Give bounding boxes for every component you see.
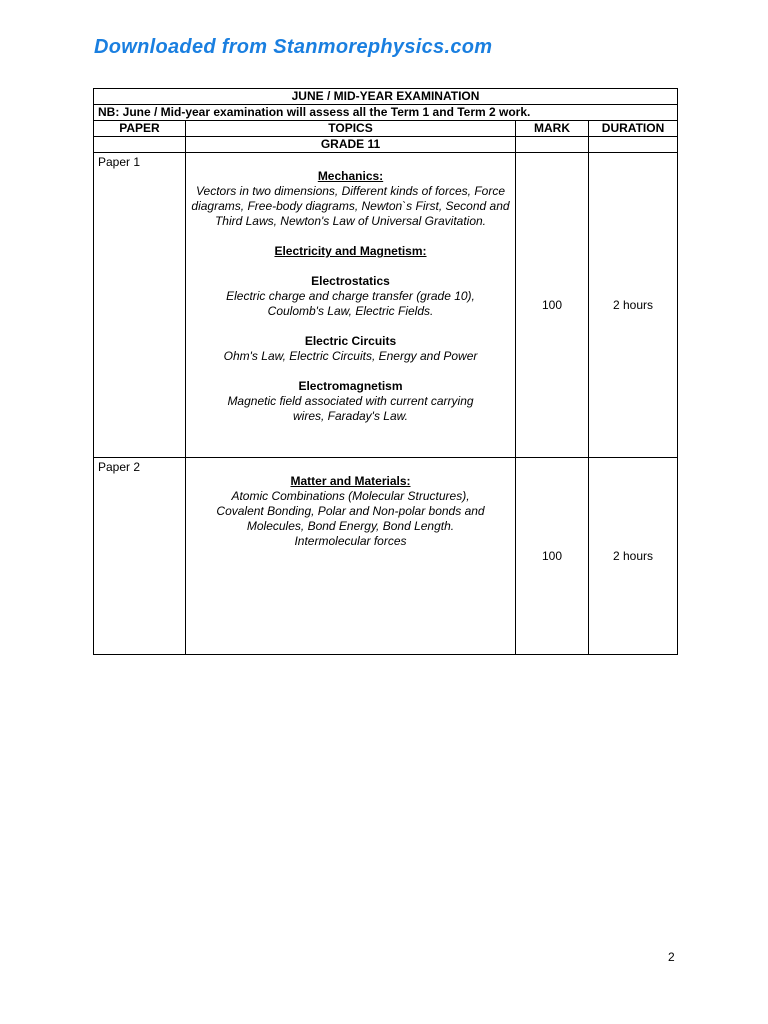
mark-value: 100 xyxy=(516,458,589,655)
topic-line: Covalent Bonding, Polar and Non-polar bonds and xyxy=(216,504,485,518)
grade-row-blank xyxy=(516,137,589,153)
duration-value: 2 hours xyxy=(589,458,678,655)
topic-line: Atomic Combinations (Molecular Structures), xyxy=(231,489,470,503)
page-number: 2 xyxy=(668,950,675,964)
topic-line: Magnetic field associated with current carrying xyxy=(227,394,474,408)
duration-value: 2 hours xyxy=(589,153,678,458)
table-note: NB: June / Mid-year examination will assess all the Term 1 and Term 2 work. xyxy=(94,105,678,121)
table-row xyxy=(94,153,678,458)
table-row xyxy=(94,458,678,655)
topic-subheading: Electromagnetism xyxy=(298,379,403,393)
grade-row-blank xyxy=(94,137,186,153)
topic-line: Coulomb's Law, Electric Fields. xyxy=(267,304,434,318)
topic-heading: Electricity and Magnetism: xyxy=(274,244,427,258)
grade-row-blank xyxy=(589,137,678,153)
column-header-duration: DURATION xyxy=(589,121,678,137)
paper-label: Paper 1 xyxy=(94,153,186,458)
paper-label: Paper 2 xyxy=(94,458,186,655)
column-header-mark: MARK xyxy=(516,121,589,137)
topic-heading: Mechanics: xyxy=(317,169,384,183)
topic-line: Vectors in two dimensions, Different kinds of forces, Force xyxy=(195,184,505,198)
topic-line: Third Laws, Newton's Law of Universal Gravitation. xyxy=(214,214,487,228)
topic-line: diagrams, Free-body diagrams, Newton`s First, Second and xyxy=(191,199,510,213)
topic-line: Electric charge and charge transfer (grade 10), xyxy=(226,289,475,303)
topics-cell xyxy=(186,153,516,458)
exam-schedule-table xyxy=(93,88,678,655)
topics-cell xyxy=(186,458,516,655)
topic-line: Intermolecular forces xyxy=(294,534,407,548)
column-header-paper: PAPER xyxy=(94,121,186,137)
watermark-link[interactable]: Downloaded from Stanmorephysics.com xyxy=(94,36,493,58)
table-title: JUNE / MID-YEAR EXAMINATION xyxy=(94,89,678,105)
topic-heading: Matter and Materials: xyxy=(290,474,411,488)
topic-subheading: Electric Circuits xyxy=(304,334,397,348)
column-header-topics: TOPICS xyxy=(186,121,516,137)
topic-subheading: Electrostatics xyxy=(311,274,390,288)
topic-line: Ohm's Law, Electric Circuits, Energy and Power xyxy=(223,349,478,363)
topic-line: wires, Faraday's Law. xyxy=(292,409,408,423)
grade-label: GRADE 11 xyxy=(186,137,516,153)
topic-line: Molecules, Bond Energy, Bond Length. xyxy=(246,519,455,533)
mark-value: 100 xyxy=(516,153,589,458)
